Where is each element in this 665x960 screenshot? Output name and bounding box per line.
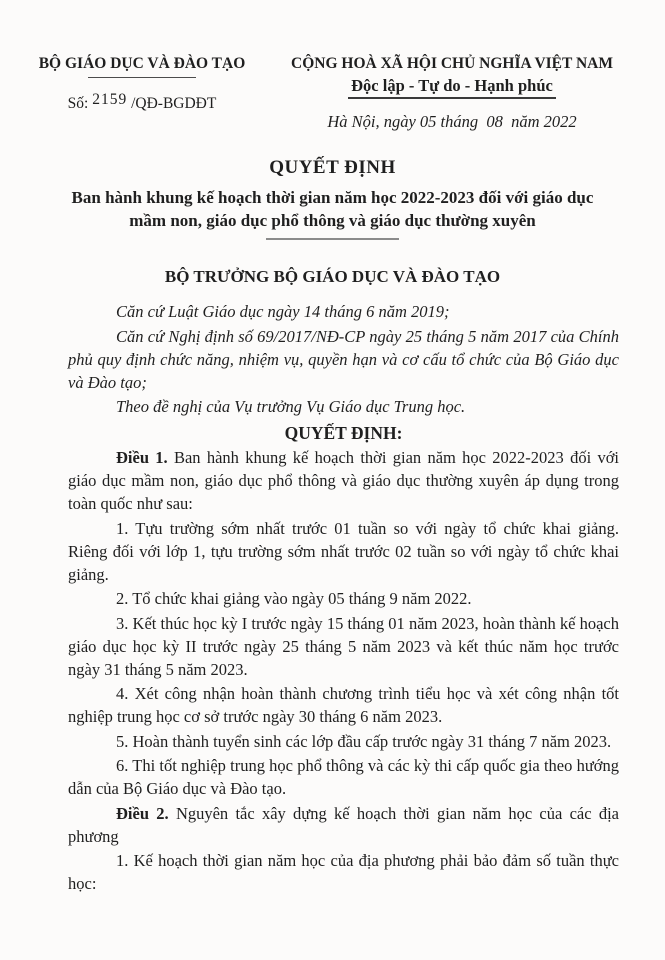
article-1-lead: [68, 446, 619, 515]
document-subtitle: Ban hành khung kế hoạch thời gian năm học 2022-2023 đối với giáo dục mầm non, giáo dục phổ thông và giáo dục thường xuyên: [71, 188, 594, 230]
issuer-heading: BỘ TRƯỞNG BỘ GIÁO DỤC VÀ ĐÀO TẠO: [164, 267, 501, 286]
document-header: [0, 0, 665, 132]
national-motto: [284, 76, 620, 99]
issuing-org-name: BỘ GIÁO DỤC VÀ ĐÀO TẠO: [38, 55, 246, 72]
articles-section: [68, 446, 619, 895]
document-number: [0, 91, 284, 113]
header-left-column: [0, 54, 284, 132]
document-body: [68, 300, 619, 895]
article-1-intro: Ban hành khung kế hoạch thời gian năm học 2022-2023 đối với giáo dục mầm non, giáo dục phổ thông và giáo dục thường xuyên áp dụng trong toàn quốc như sau:: [68, 448, 620, 513]
article-1-item-3: 3. Kết thúc học kỳ I trước ngày 15 tháng 01 năm 2023, hoàn thành kế hoạch giáo dục học kỳ II trước ngày 25 tháng 5 năm 2023 và kết thúc năm học trước ngày 31 tháng 5 năm 2023.: [68, 613, 619, 679]
article-1-item-1: 1. Tựu trường sớm nhất trước 01 tuần so với ngày tổ chức khai giảng. Riêng đối với lớp 1, tựu trường sớm nhất trước 02 tuần so với ngày tổ chức khai giảng.: [68, 518, 619, 584]
article-2-label: Điều 2.: [116, 803, 169, 823]
article-2-lead: [68, 802, 619, 848]
title-block: [0, 157, 665, 287]
article-1-label: Điều 1.: [116, 448, 168, 467]
article-1-item-2: 2. Tổ chức khai giảng vào ngày 05 tháng 9 năm 2022.: [116, 589, 472, 608]
place-and-date: Hà Nội, ngày 05 tháng 08 năm 2022: [327, 112, 577, 131]
preamble-paragraph: Theo đề nghị của Vụ trưởng Vụ Giáo dục Trung học.: [116, 397, 466, 416]
preamble-paragraph: Căn cứ Nghị định số 69/2017/NĐ-CP ngày 25 tháng 5 năm 2017 của Chính phủ quy định chức năng, nhiệm vụ, quyền hạn và cơ cấu tổ chức của Bộ Giáo dục và Đào tạo;: [68, 326, 619, 392]
document-number-label: Số:: [67, 95, 89, 112]
org-underline: [88, 77, 196, 78]
article-2-intro: Nguyên tắc xây dựng kế hoạch thời gian năm học của các địa phương: [68, 803, 620, 846]
article-2-item-1: 1. Kế hoạch thời gian năm học của địa phương phải bảo đảm số tuần thực học:: [68, 851, 619, 893]
header-right-column: [284, 54, 620, 132]
national-title: CỘNG HOÀ XÃ HỘI CHỦ NGHĨA VIỆT NAM: [291, 55, 613, 72]
preamble-section: [68, 300, 619, 418]
preamble-paragraph: Căn cứ Luật Giáo dục ngày 14 tháng 6 năm 2019;: [116, 302, 450, 321]
article-1-item-5: 5. Hoàn thành tuyển sinh các lớp đầu cấp trước ngày 31 tháng 7 năm 2023.: [116, 731, 612, 751]
article-1-item-4: 4. Xét công nhận hoàn thành chương trình tiểu học và xét công nhận tốt nghiệp trung học cơ sở trước ngày 30 tháng 6 năm 2023.: [68, 684, 619, 726]
document-number-suffix: /QĐ-BGDĐT: [131, 95, 217, 112]
decision-heading: QUYẾT ĐỊNH:: [284, 423, 403, 443]
title-underline: [266, 238, 399, 240]
document-number-value: 2159: [92, 91, 128, 108]
document-title: QUYẾT ĐỊNH: [269, 157, 396, 178]
national-motto-text: Độc lập - Tự do - Hạnh phúc: [348, 76, 556, 99]
article-1-item-6: 6. Thi tốt nghiệp trung học phổ thông và các kỳ thi cấp quốc gia theo hướng dẫn của Bộ Giáo dục và Đào tạo.: [68, 756, 619, 798]
